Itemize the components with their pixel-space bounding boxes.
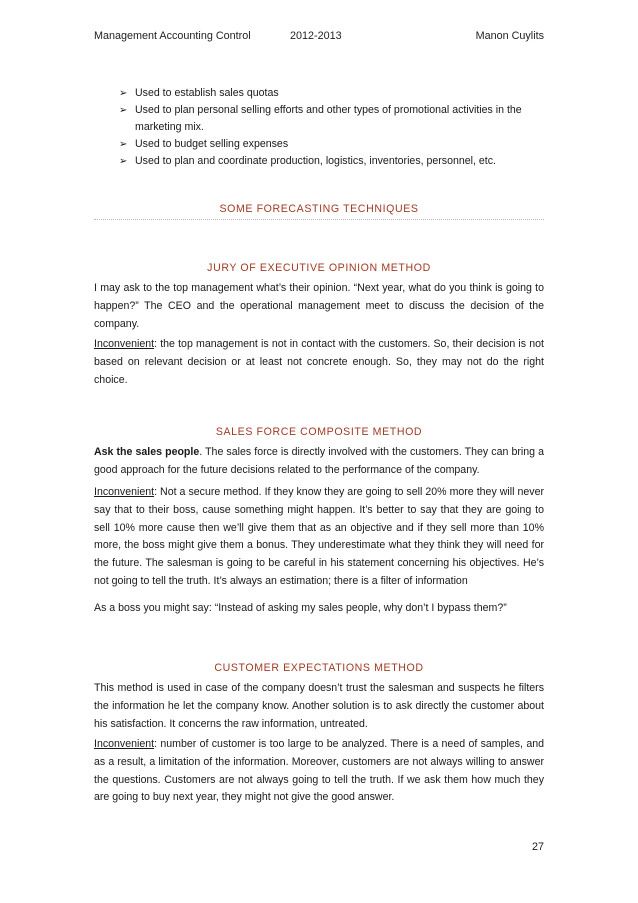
page-number: 27 — [531, 841, 544, 853]
header-author: Manon Cuylits — [475, 30, 544, 42]
bullet-item — [119, 136, 544, 153]
bullet-text: Used to plan and coordinate production, logistics, inventories, personnel, etc. — [135, 155, 496, 167]
customer-inconvenient-paragraph — [94, 736, 544, 807]
section-title-sales-force-method: SALES FORCE COMPOSITE METHOD — [215, 426, 423, 438]
sales-force-inconvenient-text: : Not a secure method. If they know they are going to sell 20% more they will never say that to their boss, cause something might happen. It’s better to say that they are going to sell 10% more cause then we’ll give them that as an objective and if they sell more than 10% more, the boss might give them a bonus. They underestimate what they think they will need for the future. The salesman is going to be careful in his statement concerning his objectives. He’s not going to tell the truth. It’s always an estimation; there is a filter of information — [94, 486, 544, 587]
section-title-forecasting-techniques: SOME FORECASTING TECHNIQUES — [219, 203, 419, 215]
inconvenient-label: Inconvenient — [94, 738, 155, 750]
usage-bullet-list — [119, 85, 544, 170]
bullet-item — [119, 85, 544, 102]
section-title-jury-method: JURY OF EXECUTIVE OPINION METHOD — [207, 262, 431, 274]
page-header — [94, 30, 544, 46]
arrow-bullet-icon: ➢ — [119, 105, 128, 116]
bullet-text: Used to plan personal selling efforts and other types of promotional activities in the marketing mix. — [135, 104, 522, 133]
sales-force-text: . The sales force is directly involved with the customers. They can bring a good approach for the future decisions related to the performance of the company. — [94, 446, 545, 476]
section-title-customer-expectations-method: CUSTOMER EXPECTATIONS METHOD — [214, 662, 424, 674]
sales-force-bold-lead: Ask the sales people — [94, 446, 200, 458]
inconvenient-label: Inconvenient — [94, 486, 155, 498]
section-divider — [94, 219, 544, 220]
bullet-item — [119, 153, 544, 170]
sales-force-boss-quote: As a boss you might say: “Instead of asking my sales people, why don’t I bypass them?” — [94, 602, 507, 614]
header-course-title: Management Accounting Control — [94, 30, 251, 42]
jury-paragraph: I may ask to the top management what’s their opinion. “Next year, what do you think is going to happen?” The CEO and the operational management meet to discuss the decision of the company. — [94, 282, 544, 330]
customer-inconvenient-text: : number of customer is too large to be analyzed. There is a need of samples, and as a result, a limitation of the information. Moreover, customers are not always willing to answer the questions. Customers are not always going to tell the truth. If we ask them how much they are going to buy next year, they might not give the good answer. — [94, 738, 544, 804]
inconvenient-label: Inconvenient — [94, 338, 155, 350]
jury-inconvenient-paragraph — [94, 336, 544, 389]
bullet-text: Used to establish sales quotas — [135, 87, 279, 99]
arrow-bullet-icon: ➢ — [119, 139, 128, 150]
customer-paragraph: This method is used in case of the company doesn’t trust the salesman and suspects he filters the information he let the company know. Another solution is to ask directly the customer about his satisfaction. It concerns the raw information, untreated. — [94, 682, 544, 730]
jury-inconvenient-text: : the top management is not in contact with the customers. So, their decision is not based on relevant decision or at least not concrete enough. So, they may not do the right choice. — [94, 338, 544, 386]
sales-force-inconvenient-paragraph — [94, 484, 544, 591]
sales-force-paragraph — [94, 444, 544, 480]
arrow-bullet-icon: ➢ — [119, 156, 128, 167]
bullet-item — [119, 102, 544, 136]
header-academic-year: 2012-2013 — [290, 30, 342, 42]
bullet-text: Used to budget selling expenses — [135, 138, 289, 150]
arrow-bullet-icon: ➢ — [119, 88, 128, 99]
